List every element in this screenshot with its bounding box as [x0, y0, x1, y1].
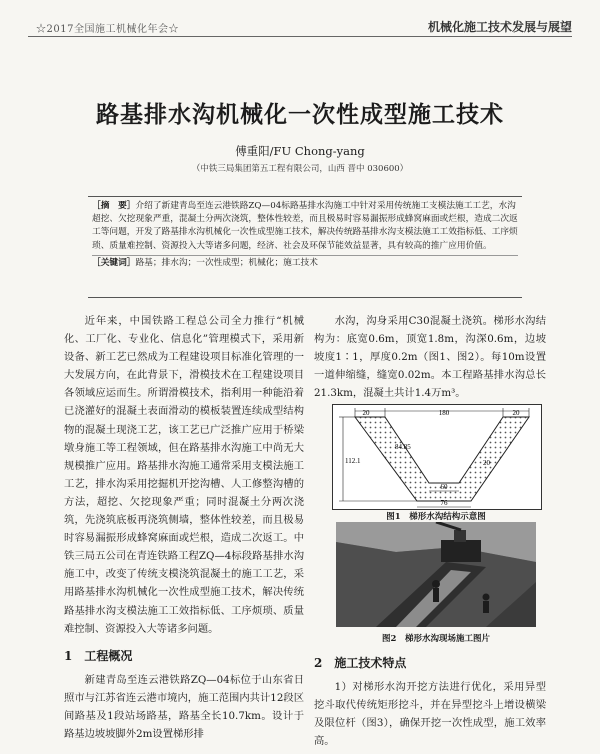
ditch-structure-svg — [333, 405, 541, 509]
journal-running-header: ☆2017全国施工机械化年会☆ — [36, 24, 179, 35]
dim-side-label: 84.85 — [395, 443, 411, 451]
section-2-heading: 2 施工技术特点 — [314, 656, 407, 670]
intro-paragraph: 近年来，中国铁路工程总公司全力推行“机械化、工厂化、专业化、信息化”管理模式下，采用新设备、新工艺已然成为工程建设项目标准化管理的一大发展方向，在此背景下，滑模技术在工程建设项目各领域应运而生。所谓滑模技术，指利用一种能沿着已浇灌好的混凝土表面滑动的模板装置连续成型结构物的混凝土现浇工艺，该工艺已广泛推广应用于桥梁墩身施工等工程领域，但在路基排水沟施工中尚无大规模推广应用。路基排水沟施工通常采用支模法施工工艺，排水沟采用挖掘机开挖沟槽、人工修整沟槽的方法，超挖、欠挖现象严重；同时混凝土分两次浇筑，先浇筑底板再浇筑侧墙，整体性较差，而且极易时容易漏振形成蜂窝麻面或烂根，造成二次返工。中铁三局五公司在青连铁路工程ZQ—4标段路基排水沟施工中，改变了传统支模浇筑混凝土的施工工艺，采用路基排水沟机械化一次性成型施工技术，解决传统路基排水沟支模法施工工效指标低、工序烦琐、质量难控制、资源投入大等诸多问题。 — [64, 315, 304, 635]
right-column-top — [314, 312, 546, 402]
feature-paragraph: 1）对梯形水沟开挖方法进行优化，采用异型挖斗取代传统矩形挖斗，并在异型挖斗上增设横梁及限位杆（图3），确保开挖一次性成型，施工效率高。 — [314, 681, 546, 748]
dim-height-label: 112.1 — [345, 457, 361, 465]
paper-author: 傅重阳/FU Chong-yang — [235, 144, 365, 158]
paper-title: 路基排水沟机械化一次性成型施工技术 — [96, 101, 504, 128]
dim-top-mid-label: 180 — [438, 409, 450, 417]
figure-2-photo — [336, 522, 536, 627]
abstract-box — [88, 196, 522, 298]
header-rule — [28, 36, 572, 37]
site-photo-svg — [336, 522, 536, 627]
figure-1-diagram — [332, 404, 542, 510]
keywords-line — [92, 255, 518, 270]
figure-1-caption: 图1 梯形水沟结构示意图 — [386, 512, 486, 522]
dim-inner-bottom-label: 60 — [440, 483, 448, 491]
figure-2-caption: 图2 梯形水沟现场施工图片 — [382, 634, 490, 644]
ditch-spec-paragraph: 水沟，沟身采用C30混凝土浇筑。梯形水沟结构为：底宽0.6m，顶宽1.8m，沟深0.6m，边坡坡度1∶1，厚度0.2m（图1、图2）。每10m设置一道伸缩缝，缝宽0.02m。本工程路基排水沟总长21.3km，混凝土共计1.4万m³。 — [314, 315, 546, 400]
left-column — [64, 312, 304, 743]
dim-top-right-label: 20 — [512, 409, 520, 417]
dim-top-left-label: 20 — [362, 409, 370, 417]
dim-wall-label: 20 — [483, 459, 490, 467]
right-column-bottom — [314, 654, 546, 750]
overview-paragraph: 新建青岛至连云港铁路ZQ—04标位于山东省日照市与江苏省连云港市境内，施工范围内共计12段区间路基及1段站场路基，路基全长10.7km。设计于路基边坡坡脚外2m设置梯形排 — [64, 673, 304, 741]
paper-affiliation: （中铁三局集团第五工程有限公司，山西 晋中 030600） — [191, 164, 409, 174]
keywords-text: 路基；排水沟；一次性成型；机械化；施工技术 — [135, 257, 318, 268]
abstract-text: 介绍了新建青岛至连云港铁路ZQ—04标路基排水沟施工中针对采用传统施工支模法施工工艺，水沟超挖、欠挖现象严重，混凝土分两次浇筑，整体性较差，而且极易时容易漏振形成蜂窝麻面或烂根，造成二次返工等问题，开发了路基排水沟机械化一次性成型施工技术，解决传统路基排水沟支模法施工工效指标低、工序烦琐、质量难控制、资源投入大等诸多问题，经济、社会及环保节能效益显著，具有较高的推广应用价值。 — [92, 201, 518, 251]
section-1-heading: 1 工程概况 — [64, 648, 133, 663]
journal-section-header: 机械化施工技术发展与展望 — [427, 20, 572, 34]
keywords-label: ［关键词］ — [92, 257, 136, 268]
dim-outer-bottom-label: 76 — [440, 499, 448, 507]
abstract-label: ［摘 要］ — [92, 201, 136, 211]
